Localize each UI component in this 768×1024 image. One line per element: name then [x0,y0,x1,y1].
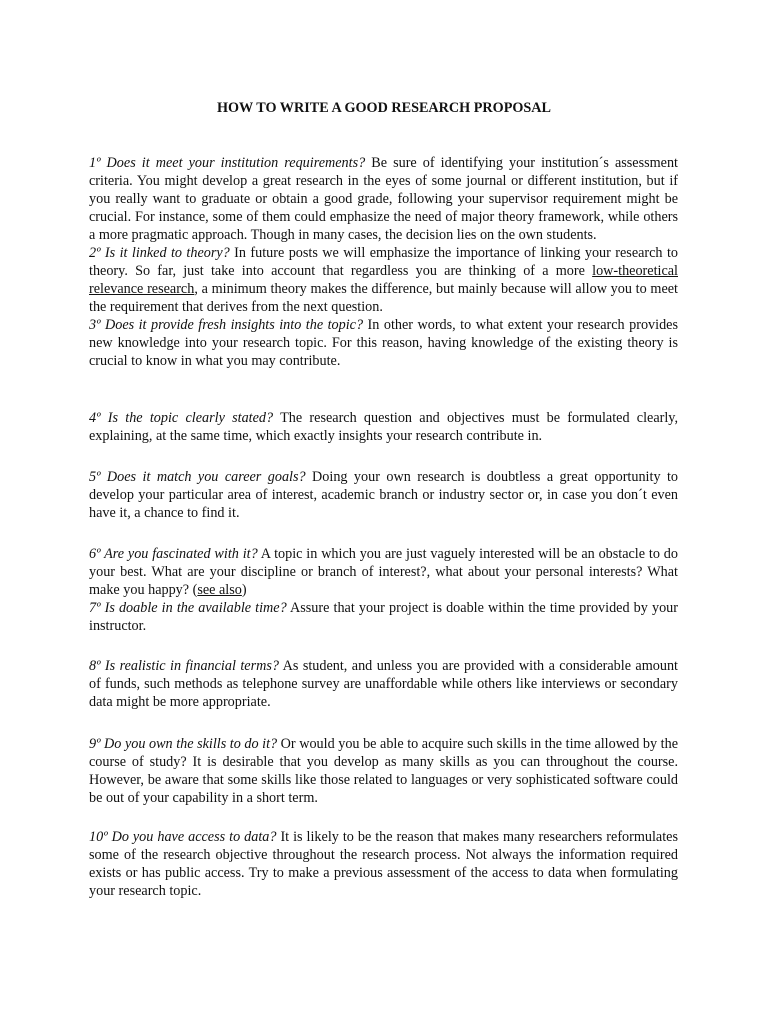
question-body: The research question and objectives must be formulated clearly, explaining, at the same time, which exactly insights your research contribute in. [89,410,679,444]
question-paragraph-2 [89,244,678,316]
question-paragraph-10 [89,828,678,900]
question-paragraph-5 [89,468,678,522]
question-heading: 7º Is doable in the available time? [89,600,287,616]
question-body: In other words, to what extent your research provides new knowledge into your research topic. For this reason, having knowledge of the existing theory is crucial to know in what you may contribute. [89,317,678,369]
question-body: Assure that your project is doable within the time provided by your instructor. [89,600,678,634]
question-heading: 5º Does it match you career goals? [89,469,306,485]
question-paragraph-4 [89,409,678,445]
see-also-link[interactable]: see also [197,582,242,598]
question-block-1 [89,154,678,370]
question-paragraph-9 [89,735,678,807]
question-heading: 2º Is it linked to theory? [89,245,230,261]
question-paragraph-7 [89,599,678,635]
question-block-3 [89,468,678,522]
question-heading: 4º Is the topic clearly stated? [89,410,274,426]
question-paragraph-3 [89,316,678,370]
question-block-7 [89,828,678,900]
low-theoretical-research-link[interactable]: low-theoretical relevance research [89,263,678,297]
question-block-2 [89,409,678,445]
question-block-4 [89,545,678,635]
question-heading: 6º Are you fascinated with it? [89,546,258,562]
question-heading: 8º Is realistic in financial terms? [89,658,279,674]
question-body: It is likely to be the reason that makes many researchers reformulates some of the research objective throughout the research process. Not always the information required exists or has public access. Try to make a previous assessment of the access to data when formulating your research topic. [89,829,678,899]
question-body: As student, and unless you are provided with a considerable amount of funds, such methods as telephone survey are unaffordable while others like interviews or secondary data might be more appropriate. [89,658,678,710]
question-paragraph-1 [89,154,678,244]
document-title: HOW TO WRITE A GOOD RESEARCH PROPOSAL [216,100,551,116]
question-heading: 10º Do you have access to data? [89,829,277,845]
question-block-6 [89,735,678,807]
question-heading: 9º Do you own the skills to do it? [89,736,278,752]
question-body: Doing your own research is doubtless a great opportunity to develop your particular area of interest, academic branch or industry sector or, in case you don´t even have it, a chance to find it. [89,469,679,521]
question-heading: 3º Does it provide fresh insights into the topic? [89,317,364,333]
question-block-5 [89,657,678,711]
question-body: In future posts we will emphasize the importance of linking your research to theory. So far, just take into account that regardless you are thinking of a more [89,245,678,279]
question-paragraph-8 [89,657,678,711]
question-body: Be sure of identifying your institution´s assessment criteria. You might develop a great research in the eyes of some journal or different institution, but if you really want to graduate or obtain a good grade, following your supervisor requirement might be crucial. For instance, some of them could emphasize the need of major theory framework, while others a more pragmatic approach. Though in many cases, the decision lies on the own students. [89,155,678,243]
question-paragraph-6 [89,545,678,599]
question-body: , a minimum theory makes the difference, but mainly because will allow you to meet the requirement that derives from the next question. [89,281,678,315]
question-body: A topic in which you are just vaguely interested will be an obstacle to do your best. What are your discipline or branch of interest?, what about your personal interests? What make you happy? ( [89,546,678,598]
question-body: Or would you be able to acquire such skills in the time allowed by the course of study? It is desirable that you develop as many skills as you can throughout the course. However, be aware that some skills like those related to languages or very sophisticated software could be out of your capability in a short term. [89,736,678,806]
question-body: ) [241,582,247,598]
question-heading: 1º Does it meet your institution requirements? [89,155,366,171]
